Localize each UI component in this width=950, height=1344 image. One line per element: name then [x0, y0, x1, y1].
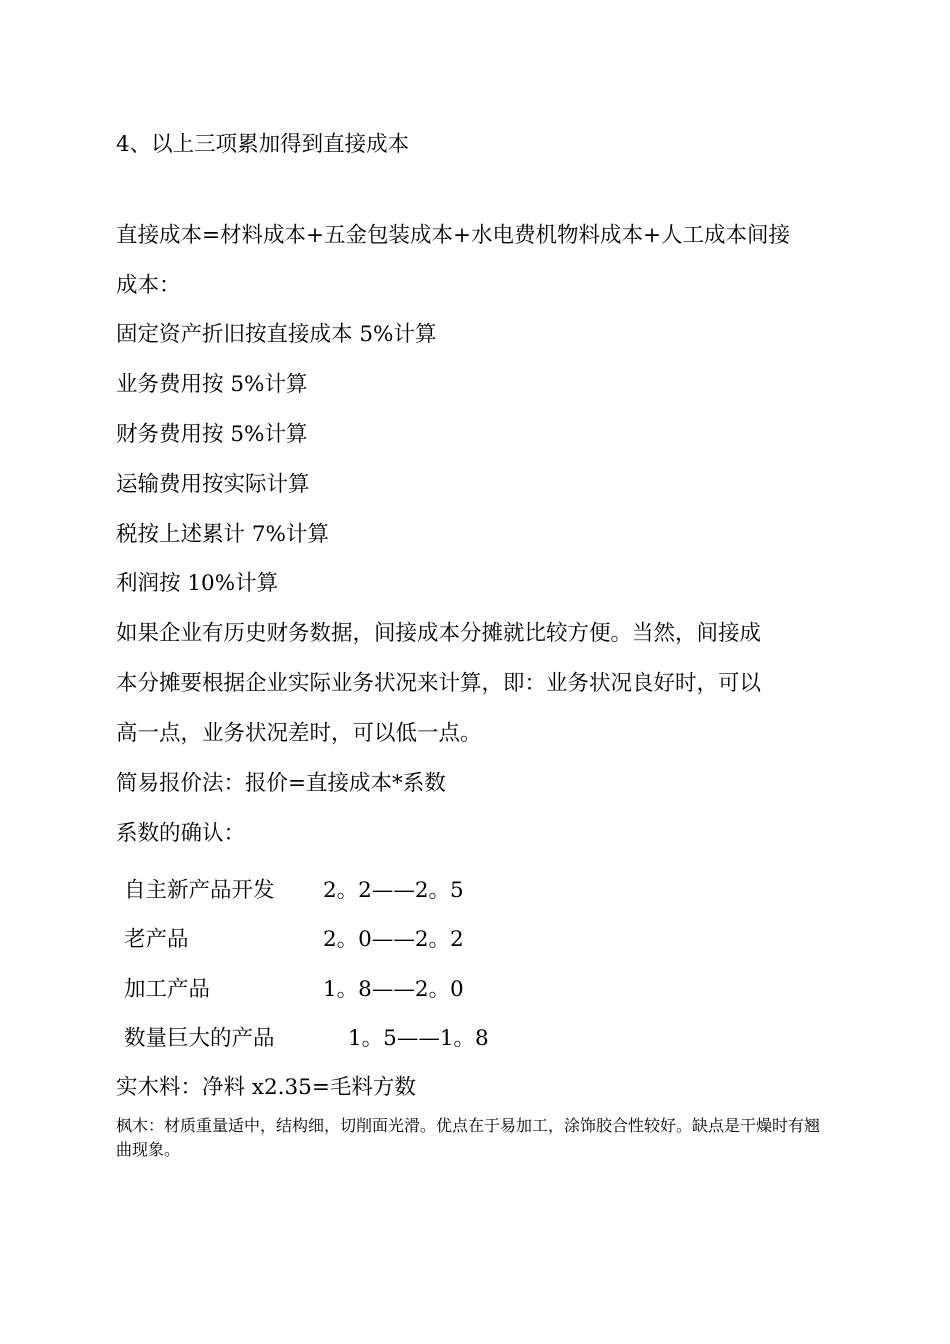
coefficient-name: 数量巨大的产品: [124, 1026, 275, 1051]
coefficient-range: 2。2——2。5: [323, 878, 464, 903]
formula-line-1: 直接成本=材料成本+五金包装成本+水电费机物料成本+人工成本间接: [116, 223, 791, 248]
coefficient-title: 系数的确认：: [116, 821, 246, 846]
coefficient-name: 自主新产品开发: [124, 878, 275, 903]
formula-line-2: 成本：: [116, 273, 181, 298]
cost-item-profit: 利润按 10%计算: [116, 571, 279, 596]
cost-item-business: 业务费用按 5%计算: [116, 372, 308, 397]
coefficient-name: 加工产品: [124, 977, 211, 1002]
section-heading: 4、以上三项累加得到直接成本: [116, 132, 410, 157]
cost-item-depreciation: 固定资产折旧按直接成本 5%计算: [116, 322, 437, 347]
coefficient-name: 老产品: [124, 927, 189, 952]
coefficient-range: 1。8——2。0: [323, 977, 464, 1002]
cost-item-tax: 税按上述累计 7%计算: [116, 522, 329, 547]
cost-item-transport: 运输费用按实际计算: [116, 472, 310, 497]
paragraph-line-2: 本分摊要根据企业实际业务状况来计算，即：业务状况良好时，可以: [116, 671, 762, 696]
coefficient-range: 2。0——2。2: [323, 927, 464, 952]
maple-description: 枫木：材质重量适中，结构细，切削面光滑。优点在于易加工，涂饰胶合性较好。缺点是干燥时有翘曲现象。: [116, 1116, 821, 1159]
cost-item-finance: 财务费用按 5%计算: [116, 422, 308, 447]
coefficient-range: 1。5——1。8: [348, 1026, 489, 1051]
paragraph-line-1: 如果企业有历史财务数据，间接成本分摊就比较方便。当然，间接成: [116, 621, 762, 646]
wood-volume-formula: 实木料：净料 x2.35=毛料方数: [116, 1075, 416, 1100]
paragraph-line-3: 高一点，业务状况差时，可以低一点。: [116, 721, 482, 746]
simple-quote-method: 简易报价法：报价=直接成本*系数: [116, 771, 446, 796]
